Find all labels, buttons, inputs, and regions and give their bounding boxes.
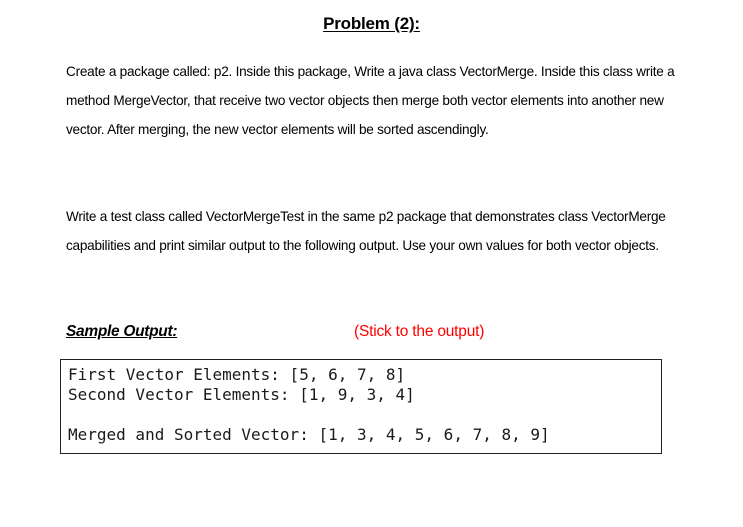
problem-title: Problem (2):	[323, 14, 420, 33]
test-class-instructions-paragraph: Write a test class called VectorMergeTest in the same p2 package that demonstrates class VectorMerge capabilities and print similar output to the following output. Use your own values for both vector objects.	[66, 209, 666, 253]
output-line-merged-vector: Merged and Sorted Vector: [1, 3, 4, 5, 6, 7, 8, 9]	[68, 425, 550, 444]
output-line-second-vector: Second Vector Elements: [1, 9, 3, 4]	[68, 385, 415, 404]
output-line-first-vector: First Vector Elements: [5, 6, 7, 8]	[68, 365, 406, 384]
output-blank-line	[68, 405, 661, 425]
sample-output-heading: Sample Output:	[66, 323, 178, 340]
sample-output-box	[60, 359, 662, 454]
sample-output-note: (Stick to the output)	[354, 323, 485, 340]
problem-description-paragraph: Create a package called: p2. Inside this package, Write a java class VectorMerge. Inside this class write a method MergeVector, that receive two vector objects then merge both vector elements into another new vector. After merging, the new vector elements will be sorted ascendingly.	[66, 64, 675, 137]
